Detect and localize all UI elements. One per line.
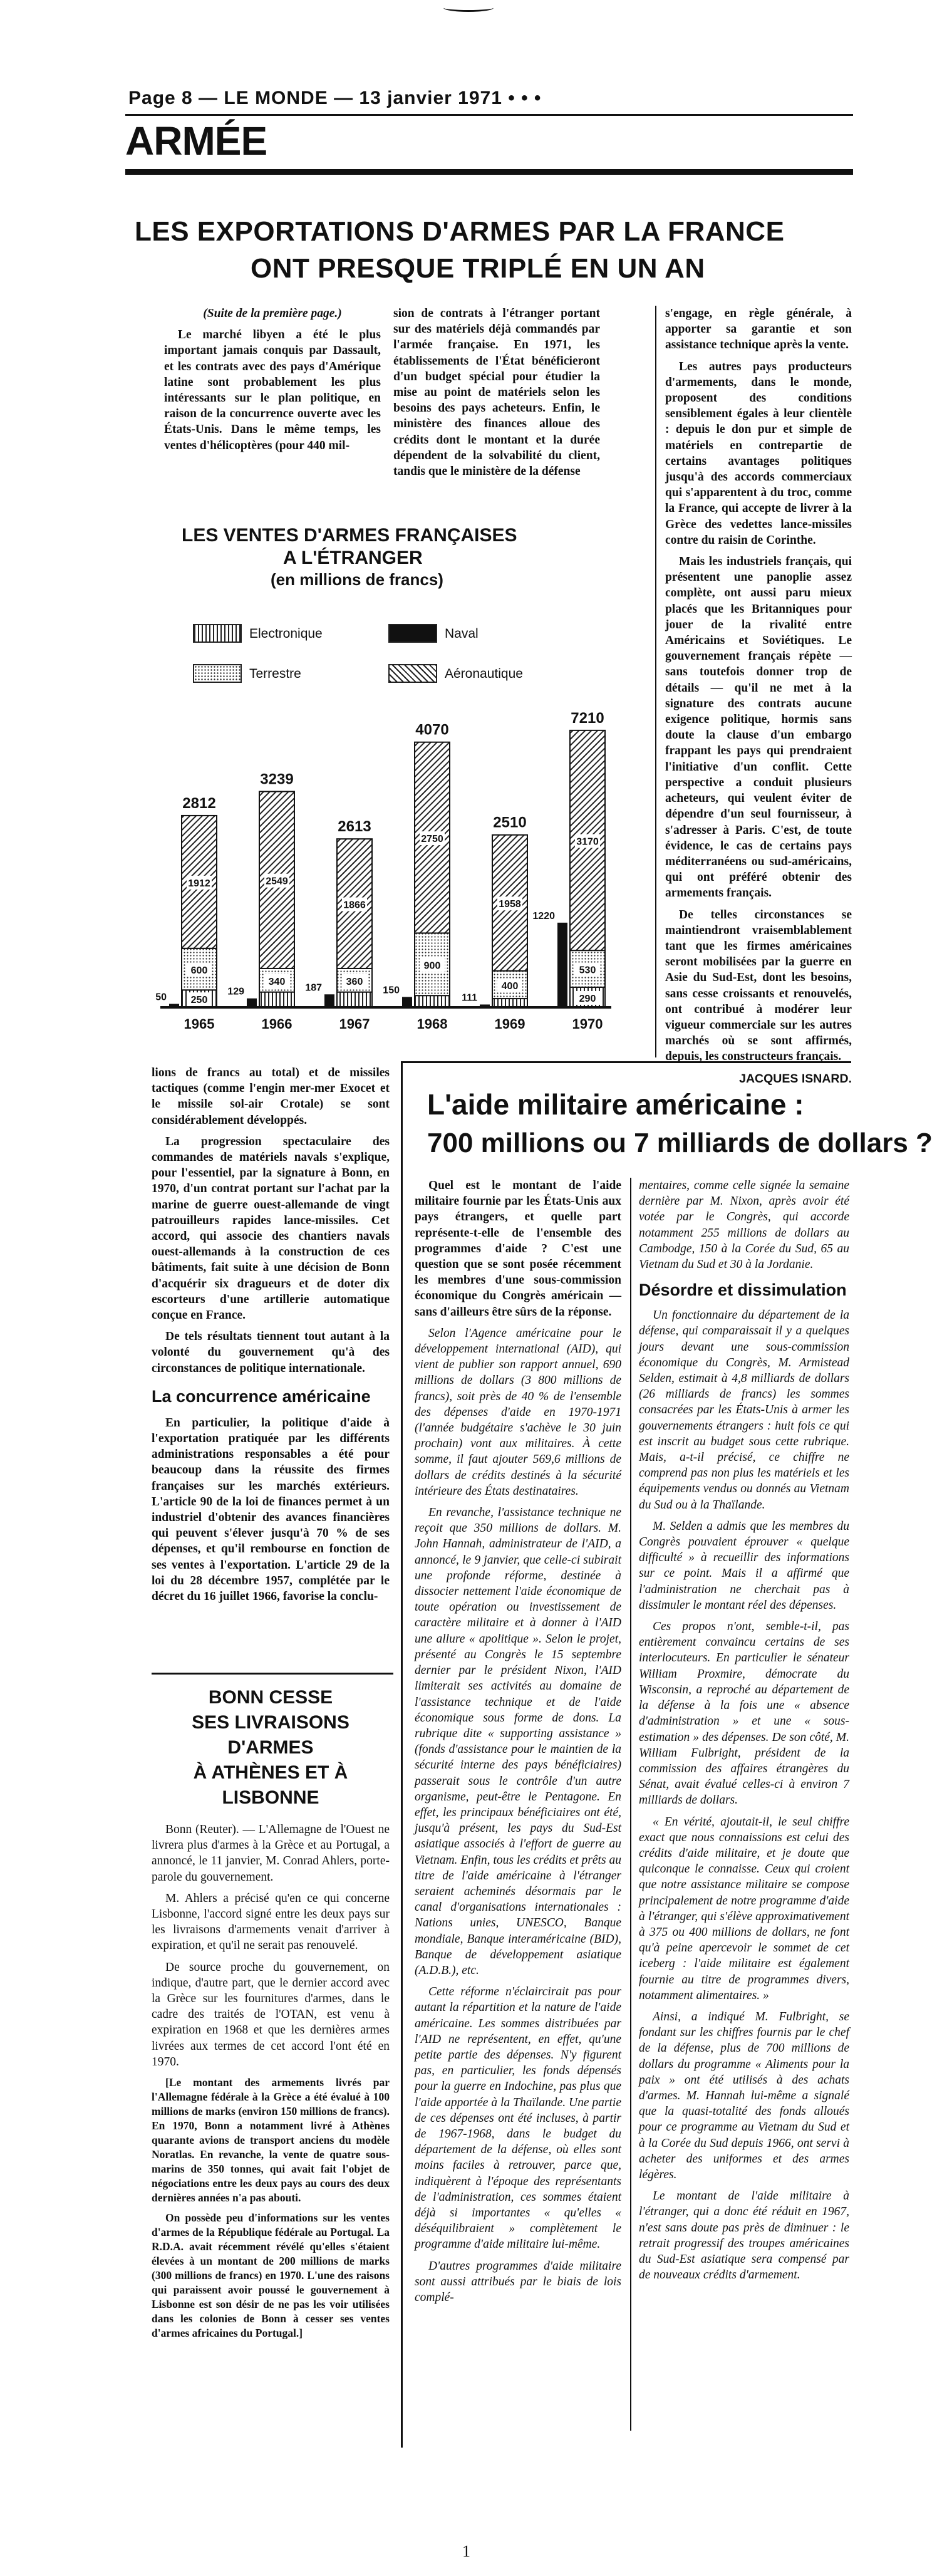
bar-label-naval-1968: 150	[383, 985, 400, 996]
bar-label-terrestre-1968: 900	[423, 960, 441, 972]
left-para-3: De tels résultats tiennent tout autant à la volonté du gouvernement qu'à des circonstances de politique internationale.	[152, 1330, 390, 1375]
suite-label: (Suite de la première page.)	[203, 307, 342, 320]
bar-label-terrestre-1969: 400	[501, 980, 519, 992]
sidebar-headline-2: SES LIVRAISONS D'ARMES	[192, 1712, 349, 1758]
x-tick-1967: 1967	[339, 1016, 370, 1032]
article2-headline-1: L'aide militaire américaine :	[427, 1088, 804, 1121]
section-title: ARMÉE	[125, 118, 267, 164]
bar-label-naval-1967: 187	[305, 982, 322, 994]
headline-2: ONT PRESQUE TRIPLÉ EN UN AN	[251, 253, 705, 284]
bar-electronique-1968	[415, 995, 450, 1007]
article2-col1-para-4: D'autres programmes d'aide militaire sont aussi attribués par le biais de lois complé-	[415, 2259, 621, 2305]
bar-electronique-1967	[337, 992, 372, 1007]
sidebar-note-2: On possède peu d'informations sur les ventes d'armes de la République fédérale au Portugal. La R.D.A. avait récemment révélé qu'elles s'étaient élevées à un montant de 200 millions de marks (300 millions de francs) en 1970. L'une des raisons qui paraissent avoir poussé le gouvernement à Lisbonne est son désir de ne pas les voir utilisées dans les colonies de Bonn à cesser ses ventes d'armes africaines du Portugal.]	[152, 2211, 390, 2340]
bar-naval-1970	[557, 923, 567, 1007]
chart-subtitle: (en millions de francs)	[271, 570, 443, 589]
sub-desordre: Désordre et dissimulation	[639, 1280, 847, 1300]
bar-label-terrestre-1967: 360	[346, 976, 363, 987]
article2-col2b-para-1: Un fonctionnaire du département de la défense, qui comparaissait il y a quelques jours devant une sous-commission économique du Congrès, M. Armistead Selden, estimait à 4,8 milliards de dollars (26 milliards de francs) les sommes consacrées par les États-Unis à armer les gouvernements étrangers : huit fois ce qui est inscrit au budget sous cette rubrique. Mais, a-t-il précisé, ce chiffre ne comprend pas non plus les matériels et les équipements vendus ou donnés au Vietnam du Sud ou à la Thaïlande.	[639, 1309, 849, 1512]
sub-concurrence: La concurrence américaine	[152, 1386, 371, 1406]
sidebar-body	[152, 1822, 390, 2070]
col3-para-2: Les autres pays producteurs d'armements, dans le monde, proposent des conditions sensiblement égales à leur clientèle : depuis le don pur et simple de matériels en contrepartie de certains avantages politiques jusqu'à des accords commerciaux qui s'apparentent à du troc, comme la France, qui accepte de livrer à la Grèce des vedettes lance-missiles contre du raisin de Corinthe.	[665, 360, 852, 547]
sidebar-para-1: Bonn (Reuter). — L'Allemagne de l'Ouest ne livrera plus d'armes à la Grèce et au Portugal, a annoncé, le 11 janvier, M. Conrad Ahlers, porte-parole du gouvernement.	[152, 1823, 390, 1884]
bar-label-aéronautique-1965: 1912	[188, 878, 210, 889]
article2-col1-para-2: En revanche, l'assistance technique ne reçoit que 350 millions de dollars. M. John Hannah, administrateur de l'AID, a annoncé, le 9 janvier, que celle-ci subirait une profonde réforme, destinée à dissocier nettement l'aide économique de toute opération ou investissement de caractère militaire et à donner à l'AID une allure « apolitique ». Selon le projet, présenté au Congrès le 15 septembre dernier par le président Nixon, l'AID limiterait ses activités au domaine de l'assistance technique et de l'aide économique sous forme de dons. La rubrique dite « supporting assistance » (fonds d'assistance pour le maintien de la sécurité interne des pays bénéficiaires) passerait sous le contrôle d'un autre organisme, peut-être le Pentagone. En effet, les principaux bénéficiaires ont été, jusqu'à présent, les pays du Sud-Est asiatique associés à l'effort de guerre au Vietnam. Enfin, tous les crédits et prêts au titre de l'aide américaine à l'étranger seraient acheminés désormais par le canal d'organisations internationales : Nations unies, UNESCO, Banque mondiale, Banque interaméricaine (BID), Banque de développement asiatique (A.D.B.), etc.	[415, 1506, 621, 1977]
article2-col-rule	[630, 1178, 631, 2431]
col-rule-1	[655, 306, 656, 1057]
article2-col2b-para-4: « En vérité, ajoutait-il, le seul chiffre exact que nous connaissions est celui des crédits d'aide militaire, et je doute que quiconque le connaisse. Ceux qui croient que notre assistance militaire se compose principalement de notre programme d'aide à l'étranger, qui s'élève approximativement à 375 ou 400 millions de dollars, ne font qu'à peine apercevoir le sommet de cet iceberg : l'aide militaire est également fournie au titre de programmes divers, notamment alimentaires. »	[639, 1815, 849, 2002]
sidebar-note	[152, 2075, 390, 2340]
sidebar-rule-top	[152, 1673, 393, 1675]
chart-plot	[152, 487, 653, 1057]
article2-col2b-para-3: Ces propos n'ont, semble-t-il, pas entièrement convaincu certains de ses interlocuteurs. En particulier le sénateur William Proxmire, démocrate du Wisconsin, a reproché au département de la défense à la fois une « absence d'administration » et une « sous-estimation » des dépenses. De son côté, M. William Fulbright, président de la commission des affaires étrangères du Sénat, avait évalué celles-ci à environ 7 milliards de dollars.	[639, 1620, 849, 1807]
x-tick-1970: 1970	[572, 1016, 603, 1032]
bar-label-electronique-1965: 250	[190, 995, 208, 1006]
bar-naval-1968	[402, 997, 412, 1007]
bar-electronique-1969	[492, 999, 527, 1007]
bar-label-naval-1966: 129	[227, 986, 244, 997]
col1-top-para: Le marché libyen a été le plus important jamais conquis par Dassault, et les contrats avec des pays d'Amérique latine sont probablement les plus intéressants sur le plan politique, en raison de la concurrence ouverte avec les États-Unis. Dans le même temps, les ventes d'hélicoptères (pour 440 mil-	[164, 328, 381, 452]
legend-label-terrestre: Terrestre	[249, 667, 301, 681]
bar-total-1968: 4070	[415, 721, 449, 739]
col3-para-1: s'engage, en règle générale, à apporter sa garantie et son assistance technique après la vente.	[665, 307, 852, 352]
col3-para-4: De telles circonstances se maintiendront vraisemblablement tant que les firmes américaines seront mobilisées par la guerre en Asie du Sud-Est, dont les besoins, sans cesse croissants et renouvelés, ont contribué à modérer leur vigueur commerciale sur les autres marchés où se sont affirmés, depuis, les constructeurs français.	[665, 908, 852, 1064]
sidebar-note-1: [Le montant des armements livrés par l'Allemagne fédérale à la Grèce a été évalué à 100 millions de marks (environ 150 millions de francs). En 1970, Bonn a notamment livré à Athènes quarante avions de transport anciens du modèle Noratlas. En revanche, la vente de quatre sous-marins de 350 tonnes, qui avait fait l'objet de négociations entre les deux pays au cours des deux dernières années n'a pas abouti.	[152, 2076, 390, 2205]
article2-col2b-para-6: Le montant de l'aide militaire à l'étranger, qui a donc été réduit en 1967, n'est sans doute pas près de diminuer : le retrait progressif des troupes américaines du Sud-Est asiatique sera compensé par de nouveaux crédits d'armement.	[639, 2189, 849, 2282]
x-tick-1969: 1969	[494, 1016, 525, 1032]
article2-headline-2: 700 millions ou 7 milliards de dollars ?	[427, 1128, 933, 1158]
bar-label-terrestre-1970: 530	[579, 965, 596, 976]
article1-col3	[665, 306, 852, 1093]
col3-para-3: Mais les industriels français, qui présentent une panoplie assez complète, ont aussi paru mieux placés que les Britanniques pour jouer de la rivalité entre Américains et Soviétiques. Le gouvernement français répète — sans toutefois donner trop de détails — qu'il ne met à la signature des contrats aucune exigence politique, hormis sans doute la clause d'un embargo frappant les pays qui prendraient l'initiative d'un conflit. Cette perspective a conduit plusieurs acheteurs, qui veulent éviter de dépendre d'un seul fournisseur, à s'adresser à Paris. C'est, de toute évidence, le cas de certains pays méditerranéens ou sud-américains, qui ont préféré obtenir des armements français.	[665, 555, 852, 900]
bar-label-naval-1970: 1220	[532, 910, 555, 922]
x-tick-1968: 1968	[417, 1016, 448, 1032]
bar-naval-1966	[247, 999, 257, 1007]
page-line: Page 8 — LE MONDE — 13 janvier 1971 • • •	[128, 88, 542, 108]
x-tick-1965: 1965	[184, 1016, 215, 1032]
bar-total-1965: 2812	[182, 794, 216, 812]
page-folio: 1	[462, 2542, 470, 2560]
bar-total-1967: 2613	[338, 818, 371, 836]
left-para-1: lions de francs au total) et de missiles tactiques (comme l'engin mer-mer Exocet et le missile sol-air Crotale) se sont considérablement développés.	[152, 1066, 390, 1127]
chart-title-2: A L'ÉTRANGER	[283, 548, 423, 568]
bar-total-1970: 7210	[571, 709, 604, 727]
bar-label-aéronautique-1966: 2549	[266, 876, 288, 887]
bar-label-aéronautique-1967: 1866	[343, 900, 366, 911]
article2-col2-para-1: mentaires, comme celle signée la semaine dernière par M. Nixon, après avoir été votée par le Congrès, qui accorde notamment 255 millions de dollars au Cambodge, 150 à la Corée du Sud, 65 au Vietnam du Sud et 30 à la Jordanie.	[639, 1179, 849, 1272]
chart-title: LES VENTES D'ARMES FRANÇAISES	[182, 525, 517, 546]
bar-label-aéronautique-1968: 2750	[421, 834, 443, 845]
bar-total-1966: 3239	[260, 771, 294, 788]
bar-label-electronique-1970: 290	[579, 993, 596, 1004]
headline-1: LES EXPORTATIONS D'ARMES PAR LA FRANCE	[135, 216, 785, 247]
legend-label-electronique: Electronique	[249, 626, 323, 641]
top-ornament	[443, 4, 494, 12]
bar-label-terrestre-1965: 600	[190, 965, 208, 977]
article2-col2b-para-5: Ainsi, a indiqué M. Fulbright, se fondant sur les chiffres fournis par le chef de la défense, plus de 700 millions de dollars du programme « Aliments pour la paix » ont été utilisés à des achats d'armes. M. Hannah lui-même a signalé que la quasi-totalité des fonds alloués pour ce programme au Vietnam du Sud et à la Corée du Sud depuis 1966, ont servi à acheter des uniformes et des armes légères.	[639, 2010, 849, 2181]
concurrence-para: En particulier, la politique d'aide à l'exportation pratiquée par les différents administrations responsables a été pour beaucoup dans la réussite des firmes françaises sur les marchés extérieurs. L'article 90 de la loi de finances permet à un industriel d'obtenir des avances financières qui peuvent s'élever jusqu'à 70 % de ses dépenses, et qu'il rembourse en fonction de ses ventes à l'exportation. L'article 29 de la loi du 28 décembre 1957, complétée par le décret du 16 juillet 1966, favorise la conclu-	[152, 1416, 390, 1604]
sidebar-para-2: M. Ahlers a précisé qu'en ce qui concerne Lisbonne, l'accord signé entre les deux pays sur les livraisons d'armements venait d'arriver à expiration, et qu'il ne serait pas renouvelé.	[152, 1891, 390, 1953]
sidebar	[152, 1685, 390, 2346]
sidebar-para-3: De source proche du gouvernement, on indique, d'autre part, que le dernier accord avec la Grèce sur les fournitures d'armes, dans le cadre des traités de l'OTAN, est venu à expiration en 1968 et que les dernières armes livrées aux termes de cet accord l'ont été en 1970.	[152, 1960, 390, 2069]
bar-total-1969: 2510	[493, 814, 527, 831]
section-rule	[125, 169, 853, 175]
article2-col2	[639, 1178, 849, 2288]
legend-label-aeronautique: Aéronautique	[445, 667, 523, 681]
header-rule	[125, 114, 853, 116]
col2-top-para: sion de contrats à l'étranger portant sur des matériels déjà commandés par l'armée française. En 1971, les établissements de l'État bénéficieront d'un budget spécial pour étudier la mise au point de matériels selon les besoins des pays acheteurs. Enfin, le ministère des finances alloue des crédits dont le montant et la durée dépendent de la solvabilité du client, tandis que le ministère de la défense	[393, 307, 600, 479]
article2-col1	[415, 1178, 621, 2311]
bar-label-aéronautique-1969: 1958	[499, 899, 521, 910]
article1-col2-top	[393, 306, 600, 485]
bar-label-naval-1969: 111	[462, 992, 477, 1004]
bar-electronique-1966	[259, 992, 294, 1007]
legend-label-naval: Naval	[445, 626, 479, 641]
bar-label-aéronautique-1970: 3170	[576, 836, 599, 848]
left-para-2: La progression spectaculaire des commandes de matériels navals s'explique, pour l'essentiel, par la signature à Bonn, en 1970, d'un contrat portant sur l'achat par la marine de guerre ouest-allemande de vingt patrouilleurs rapides lance-missiles. Cet accord, qui associe des chantiers navals ouest-allemands à la construction de ces bâtiments, fait suite à une décision de Bonn d'acquérir six dragueurs et de doter dix escorteurs d'une artillerie automatique conçue en France.	[152, 1135, 390, 1322]
bar-naval-1967	[324, 994, 334, 1007]
sidebar-headline-1: BONN CESSE	[208, 1687, 333, 1708]
article2-lead: Quel est le montant de l'aide militaire fournie par les États-Unis aux pays étrangers, et quelle part représente-t-elle de l'ensemble des programmes d'aide ? C'est une question que se sont posée récemment les membres d'une sous-commission économique du Congrès américain — sans d'ailleurs être sûrs de la réponse.	[415, 1179, 621, 1319]
bar-label-naval-1965: 50	[155, 992, 167, 1003]
x-tick-1966: 1966	[261, 1016, 292, 1032]
article2-col2b-para-2: M. Selden a admis que les membres du Congrès pouvaient éprouver « quelque difficulté » à recueillir des informations sur ce point. Mais il a affirmé que l'administration ne cherchait pas à dissimuler le montant réel des dépenses.	[639, 1519, 849, 1612]
bar-label-terrestre-1966: 340	[268, 976, 286, 987]
article2-col1-para-1: Selon l'Agence américaine pour le développement international (AID), qui vient de publier son rapport annuel, 690 millions de dollars (3 800 millions de francs), soit près de 40 % de l'ensemble des dépenses d'aide en 1970-1971 (l'année budgétaire s'achève le 30 juin prochain) vont aux militaires. À cette somme, il faut ajouter 569,6 millions de dollars de crédits destinés à la sécurité intérieure des États destinataires.	[415, 1326, 621, 1498]
article1-col1-top	[164, 306, 381, 459]
sidebar-headline-3: À ATHÈNES ET À LISBONNE	[193, 1762, 348, 1808]
chart	[152, 487, 653, 1057]
byline: JACQUES ISNARD.	[739, 1071, 852, 1086]
article2-col1-para-3: Cette réforme n'éclaircirait pas pour autant la répartition et la nature de l'aide américaine. Les sommes distribuées par l'AID ne représentent, en effet, qu'une petite partie des dépenses. N'y figurent pas, en particulier, les fonds dépensés pour la guerre en Indochine, pas plus que l'aide apportée à la Thaïlande. Une partie de ces dépenses ont été incluses, à partir de 1967-1968, dans le budget du département de la défense, où elles sont moins faciles à retrouver, parce que, indiquèrent à l'époque des représentants de l'administration, ces sommes étaient déjà si importantes « qu'elles « déséquilibraient » complètement le programme d'aide militaire lui-même.	[415, 1985, 621, 2251]
article1-left-below	[152, 1065, 390, 1610]
